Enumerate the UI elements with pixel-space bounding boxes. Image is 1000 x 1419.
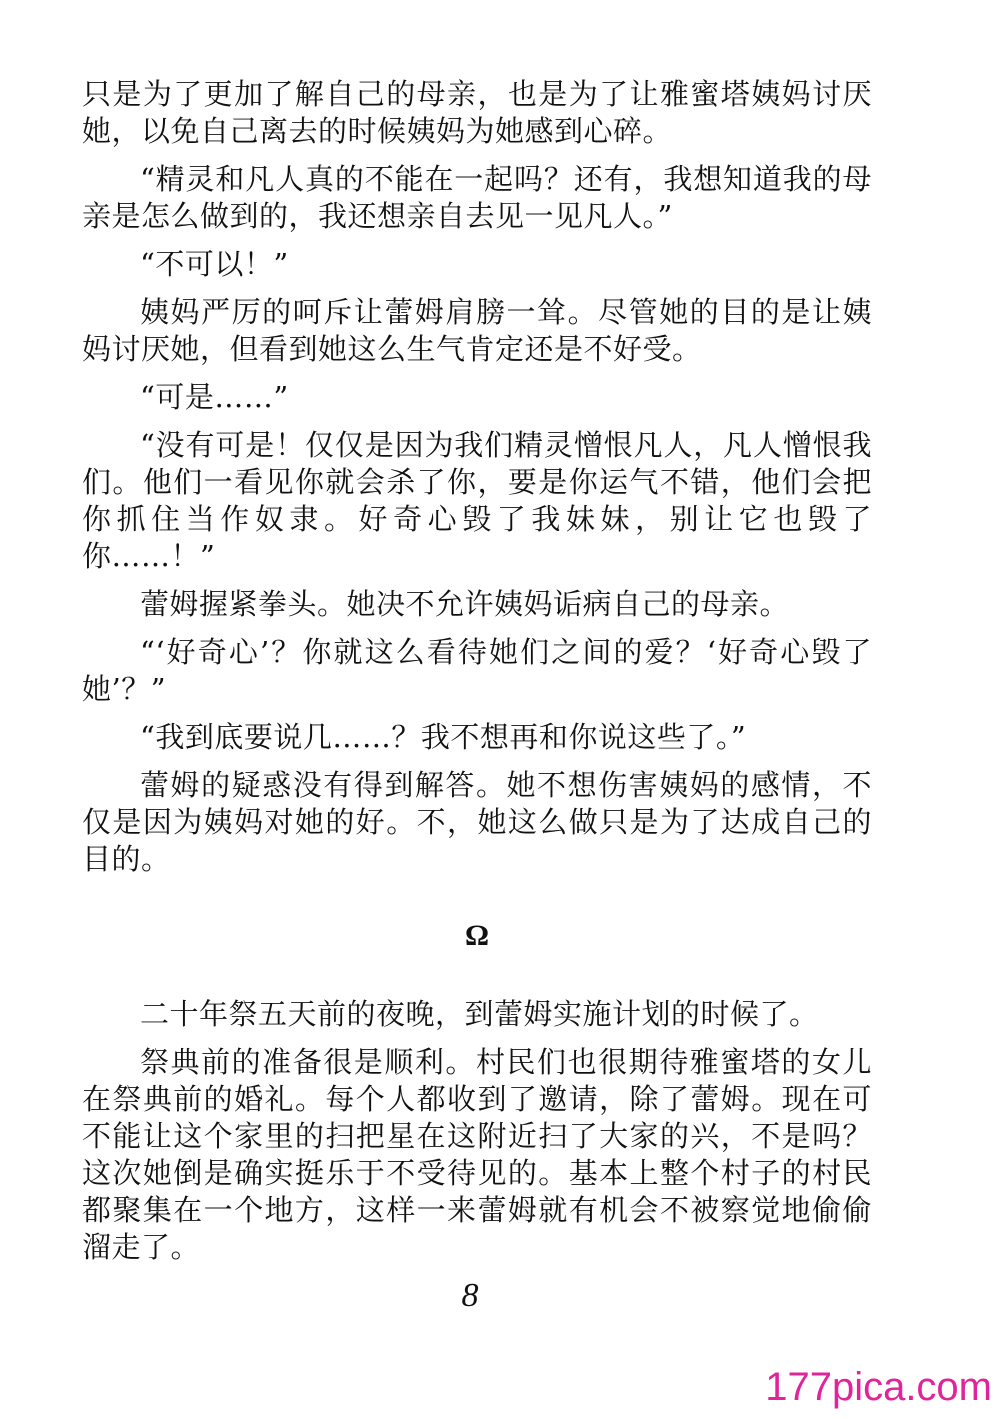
paragraph: “可是……” bbox=[140, 380, 289, 414]
paragraph: “没有可是！仅仅是因为我们精灵憎恨凡人，凡人憎恨我们。他们一看见你就会杀了你，要是你运气不错，他们会把你抓住当作奴隶。好奇心毁了我妹妹，别让它也毁了你……！” bbox=[82, 428, 872, 573]
paragraph: 只是为了更加了解自己的母亲，也是为了让雅蜜塔姨妈讨厌她，以免自己离去的时候姨妈为她感到心碎。 bbox=[82, 77, 872, 148]
paragraph: 二十年祭五天前的夜晚，到蕾姆实施计划的时候了。 bbox=[140, 997, 819, 1031]
paragraph: “精灵和凡人真的不能在一起吗？还有，我想知道我的母亲是怎么做到的，我还想亲自去见一见凡人。” bbox=[82, 162, 872, 233]
page-number: 8 bbox=[461, 1277, 479, 1314]
paragraph: 祭典前的准备很是顺利。村民们也很期待雅蜜塔的女儿在祭典前的婚礼。每个人都收到了邀请，除了蕾姆。现在可不能让这个家里的扫把星在这附近扫了大家的兴，不是吗？这次她倒是确实挺乐于不受待见的。基本上整个村子的村民都聚集在一个地方，这样一来蕾姆就有机会不被察觉地偷偷溜走了。 bbox=[82, 1045, 872, 1264]
paragraph: “我到底要说几……？我不想再和你说这些了。” bbox=[140, 720, 747, 754]
paragraph: 姨妈严厉的呵斥让蕾姆肩膀一耸。尽管她的目的是让姨妈讨厌她，但看到她这么生气肯定还是不好受。 bbox=[82, 295, 872, 366]
watermark-logo: 177pica.com bbox=[765, 1365, 992, 1409]
page-body bbox=[82, 76, 872, 1277]
section-separator: Ω bbox=[464, 919, 490, 952]
paragraph: “不可以！” bbox=[140, 247, 289, 281]
paragraph: 蕾姆的疑惑没有得到解答。她不想伤害姨妈的感情，不仅是因为姨妈对她的好。不，她这么做只是为了达成自己的目的。 bbox=[82, 768, 872, 876]
paragraph: 蕾姆握紧拳头。她决不允许姨妈诟病自己的母亲。 bbox=[140, 587, 790, 621]
paragraph: “‘好奇心’？你就这么看待她们之间的爱？‘好奇心毁了她’？” bbox=[82, 635, 872, 706]
